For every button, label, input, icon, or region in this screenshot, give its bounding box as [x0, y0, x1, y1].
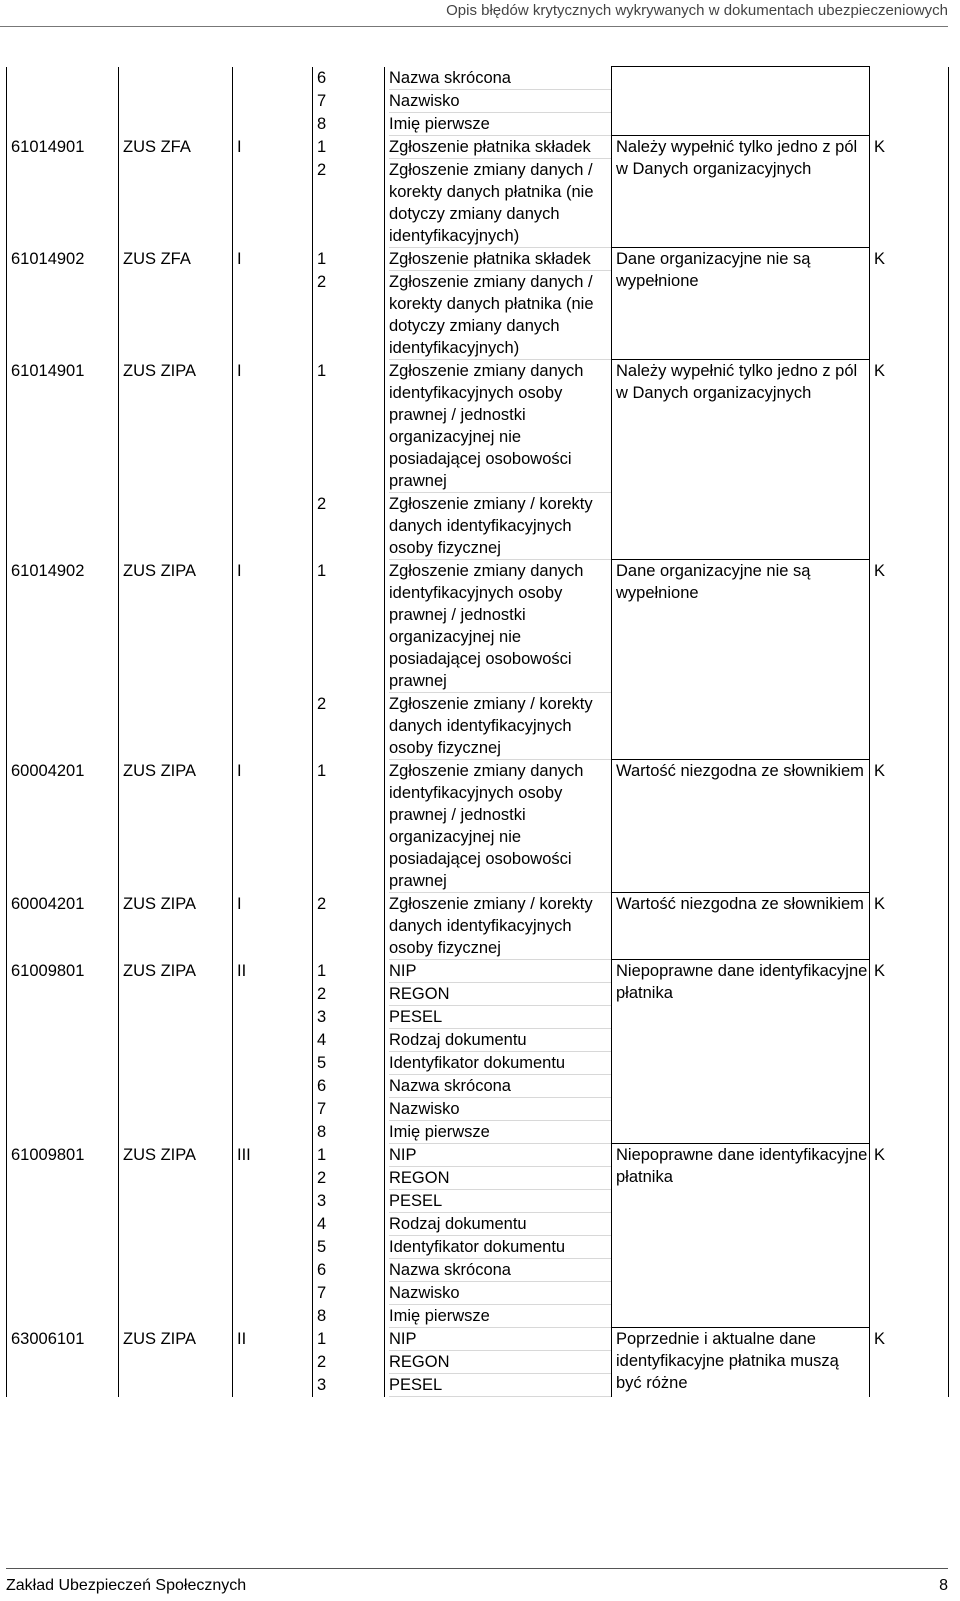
- item-number: 1: [313, 248, 385, 271]
- item-number: 8: [313, 113, 385, 136]
- severity: K: [870, 136, 949, 248]
- item-label: [385, 1328, 612, 1351]
- item-number: 2: [313, 159, 385, 248]
- document-type: ZUS ZIPA: [119, 893, 233, 960]
- table-row: [7, 960, 949, 983]
- item-label-text: NIP: [389, 1328, 611, 1351]
- item-number: 3: [313, 1006, 385, 1029]
- item-label-text: PESEL: [389, 1190, 611, 1213]
- document-part: I: [233, 248, 313, 360]
- severity: K: [870, 560, 949, 760]
- document-type: ZUS ZIPA: [119, 1328, 233, 1397]
- item-number: 2: [313, 893, 385, 960]
- error-code: 60004201: [7, 893, 119, 960]
- document-part: I: [233, 760, 313, 893]
- error-code: 63006101: [7, 1328, 119, 1397]
- document-type: ZUS ZIPA: [119, 1144, 233, 1328]
- document-part: III: [233, 1144, 313, 1328]
- item-label-text: Nazwa skrócona: [389, 67, 611, 90]
- document-part: I: [233, 893, 313, 960]
- error-code: 60004201: [7, 760, 119, 893]
- severity: K: [870, 760, 949, 893]
- item-label-text: REGON: [389, 1351, 611, 1374]
- table-row: [7, 248, 949, 271]
- item-label-text: Zgłoszenie zmiany / korekty danych identyfikacyjnych osoby fizycznej: [389, 893, 611, 960]
- table-row: [7, 1144, 949, 1167]
- error-description: Niepoprawne dane identyfikacyjne płatnika: [612, 960, 870, 1144]
- item-number: 5: [313, 1052, 385, 1075]
- error-description: Należy wypełnić tylko jedno z pól w Danych organizacyjnych: [612, 136, 870, 248]
- item-label: [385, 1121, 612, 1144]
- document-type: ZUS ZIPA: [119, 360, 233, 560]
- error-code: 61009801: [7, 1144, 119, 1328]
- item-label: [385, 1167, 612, 1190]
- document-part: I: [233, 360, 313, 560]
- item-label-text: Identyfikator dokumentu: [389, 1052, 611, 1075]
- item-label: [385, 1305, 612, 1328]
- table-row: [7, 67, 949, 90]
- item-label-text: Nazwisko: [389, 1282, 611, 1305]
- item-number: 5: [313, 1236, 385, 1259]
- document-part: I: [233, 136, 313, 248]
- item-number: 2: [313, 693, 385, 760]
- item-label: [385, 1351, 612, 1374]
- page-number: 8: [939, 1577, 948, 1594]
- item-number: 1: [313, 1144, 385, 1167]
- item-number: 6: [313, 1075, 385, 1098]
- item-number: 7: [313, 90, 385, 113]
- document-part: II: [233, 1328, 313, 1397]
- table-row: [7, 360, 949, 493]
- item-label: [385, 1029, 612, 1052]
- item-number: 2: [313, 493, 385, 560]
- item-number: 6: [313, 1259, 385, 1282]
- item-label-text: Nazwisko: [389, 90, 611, 113]
- document-part: [233, 67, 313, 136]
- item-number: 2: [313, 271, 385, 360]
- item-number: 1: [313, 1328, 385, 1351]
- item-number: 8: [313, 1305, 385, 1328]
- item-label: [385, 67, 612, 90]
- item-number: 4: [313, 1213, 385, 1236]
- item-label: [385, 1075, 612, 1098]
- item-number: 1: [313, 560, 385, 693]
- item-number: 3: [313, 1374, 385, 1397]
- item-label-text: Zgłoszenie płatnika składek: [389, 248, 611, 271]
- item-number: 4: [313, 1029, 385, 1052]
- error-description: [612, 67, 870, 136]
- item-label-text: Identyfikator dokumentu: [389, 1236, 611, 1259]
- item-label: [385, 1236, 612, 1259]
- item-number: 2: [313, 983, 385, 1006]
- item-label: [385, 560, 612, 693]
- document-type: ZUS ZIPA: [119, 760, 233, 893]
- item-number: 2: [313, 1167, 385, 1190]
- error-code: 61009801: [7, 960, 119, 1144]
- item-label: [385, 983, 612, 1006]
- item-label: [385, 271, 612, 360]
- table-row: [7, 560, 949, 693]
- error-description: Poprzednie i aktualne dane identyfikacyjne płatnika muszą być różne: [612, 1328, 870, 1397]
- error-description: Wartość niezgodna ze słownikiem: [612, 893, 870, 960]
- item-label-text: Zgłoszenie zmiany / korekty danych identyfikacyjnych osoby fizycznej: [389, 493, 611, 560]
- error-table: [6, 66, 949, 1397]
- item-label-text: Zgłoszenie zmiany danych / korekty danych płatnika (nie dotyczy zmiany danych identyfikacyjnych): [389, 271, 611, 360]
- item-label: [385, 960, 612, 983]
- item-label-text: Zgłoszenie zmiany danych identyfikacyjnych osoby prawnej / jednostki organizacyjnej nie posiadającej osobowości prawnej: [389, 560, 611, 693]
- error-code: [7, 67, 119, 136]
- document-type: ZUS ZFA: [119, 136, 233, 248]
- item-number: 6: [313, 67, 385, 90]
- item-number: 1: [313, 136, 385, 159]
- document-type: [119, 67, 233, 136]
- item-label-text: Imię pierwsze: [389, 1305, 611, 1328]
- item-number: 7: [313, 1282, 385, 1305]
- item-label-text: Zgłoszenie zmiany / korekty danych identyfikacyjnych osoby fizycznej: [389, 693, 611, 760]
- document-type: ZUS ZIPA: [119, 960, 233, 1144]
- item-label-text: Imię pierwsze: [389, 1121, 611, 1144]
- error-code: 61014901: [7, 136, 119, 248]
- item-label: [385, 493, 612, 560]
- item-label-text: Zgłoszenie zmiany danych / korekty danych płatnika (nie dotyczy zmiany danych identyfikacyjnych): [389, 159, 611, 248]
- item-label-text: Zgłoszenie zmiany danych identyfikacyjnych osoby prawnej / jednostki organizacyjnej nie posiadającej osobowości prawnej: [389, 760, 611, 893]
- page-footer: [6, 1568, 948, 1601]
- severity: [870, 67, 949, 136]
- table-row: [7, 760, 949, 893]
- error-description: Dane organizacyjne nie są wypełnione: [612, 248, 870, 360]
- document-type: ZUS ZFA: [119, 248, 233, 360]
- item-label: [385, 1098, 612, 1121]
- document-part: II: [233, 960, 313, 1144]
- item-label: [385, 113, 612, 136]
- item-label: [385, 1052, 612, 1075]
- item-label: [385, 248, 612, 271]
- item-label-text: REGON: [389, 983, 611, 1006]
- item-label: [385, 1282, 612, 1305]
- item-label-text: PESEL: [389, 1006, 611, 1029]
- item-label: [385, 360, 612, 493]
- item-label-text: Zgłoszenie zmiany danych identyfikacyjnych osoby prawnej / jednostki organizacyjnej nie posiadającej osobowości prawnej: [389, 360, 611, 493]
- item-number: 8: [313, 1121, 385, 1144]
- severity: K: [870, 1328, 949, 1397]
- item-label-text: NIP: [389, 1144, 611, 1167]
- item-label: [385, 760, 612, 893]
- footer-org: Zakład Ubezpieczeń Społecznych: [6, 1577, 247, 1594]
- severity: K: [870, 1144, 949, 1328]
- item-label: [385, 1374, 612, 1397]
- item-label-text: Nazwa skrócona: [389, 1259, 611, 1282]
- item-label-text: Rodzaj dokumentu: [389, 1029, 611, 1052]
- item-label: [385, 1190, 612, 1213]
- severity: K: [870, 360, 949, 560]
- error-code: 61014902: [7, 560, 119, 760]
- error-description: Należy wypełnić tylko jedno z pól w Danych organizacyjnych: [612, 360, 870, 560]
- item-label: [385, 136, 612, 159]
- item-number: 7: [313, 1098, 385, 1121]
- document-type: ZUS ZIPA: [119, 560, 233, 760]
- table-row: [7, 1328, 949, 1351]
- item-label: [385, 159, 612, 248]
- item-label-text: Nazwisko: [389, 1098, 611, 1121]
- error-code: 61014902: [7, 248, 119, 360]
- item-label: [385, 693, 612, 760]
- item-label-text: PESEL: [389, 1374, 611, 1397]
- table-row: [7, 136, 949, 159]
- item-label: [385, 893, 612, 960]
- error-description: Dane organizacyjne nie są wypełnione: [612, 560, 870, 760]
- item-number: 2: [313, 1351, 385, 1374]
- item-label: [385, 1259, 612, 1282]
- table-row: [7, 893, 949, 960]
- document-part: I: [233, 560, 313, 760]
- item-label-text: Zgłoszenie płatnika składek: [389, 136, 611, 159]
- header-title: Opis błędów krytycznych wykrywanych w dokumentach ubezpieczeniowych: [446, 2, 948, 19]
- page-header: [0, 0, 948, 27]
- severity: K: [870, 893, 949, 960]
- item-label-text: NIP: [389, 960, 611, 983]
- item-label-text: REGON: [389, 1167, 611, 1190]
- item-label: [385, 1006, 612, 1029]
- item-label-text: Imię pierwsze: [389, 113, 611, 136]
- item-number: 1: [313, 960, 385, 983]
- item-number: 1: [313, 360, 385, 493]
- error-description: Niepoprawne dane identyfikacyjne płatnika: [612, 1144, 870, 1328]
- item-label: [385, 1144, 612, 1167]
- item-label-text: Nazwa skrócona: [389, 1075, 611, 1098]
- error-code: 61014901: [7, 360, 119, 560]
- item-label: [385, 90, 612, 113]
- item-number: 1: [313, 760, 385, 893]
- item-label: [385, 1213, 612, 1236]
- severity: K: [870, 960, 949, 1144]
- error-description: Wartość niezgodna ze słownikiem: [612, 760, 870, 893]
- severity: K: [870, 248, 949, 360]
- item-number: 3: [313, 1190, 385, 1213]
- item-label-text: Rodzaj dokumentu: [389, 1213, 611, 1236]
